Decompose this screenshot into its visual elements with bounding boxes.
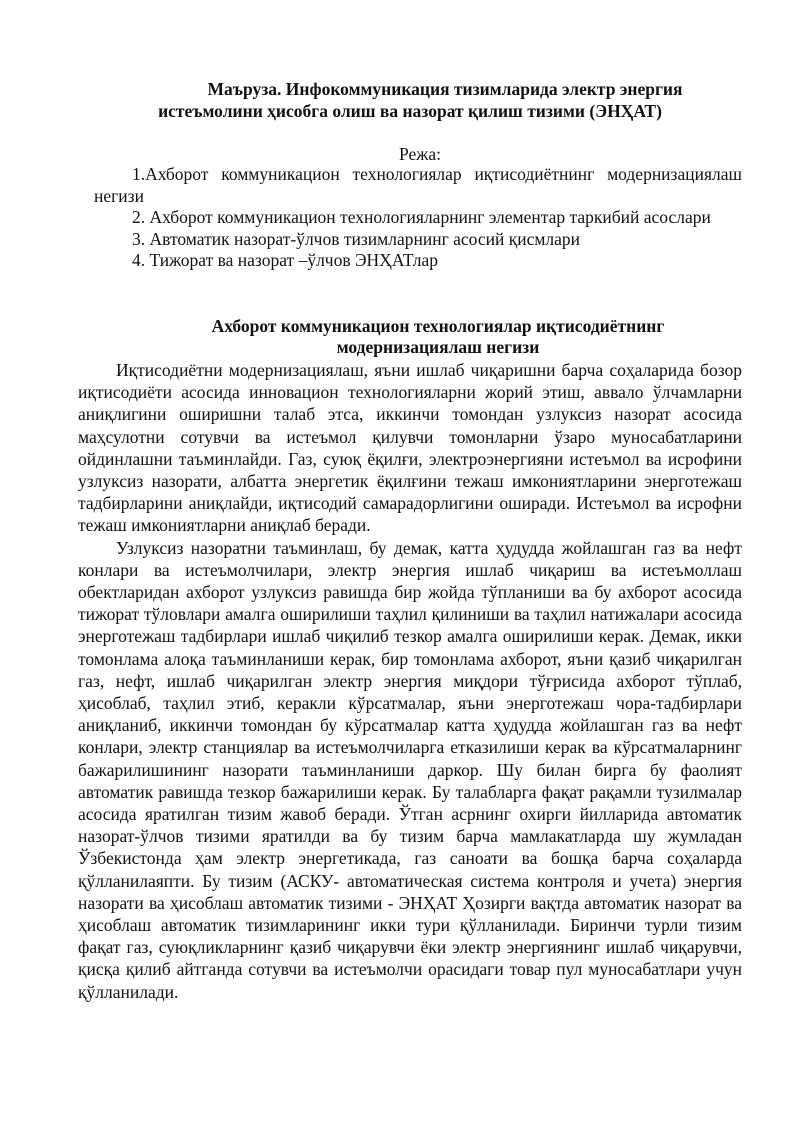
body-text — [78, 359, 742, 1003]
section-heading-line-2: модернизациялаш негизи — [336, 337, 540, 357]
section-heading — [78, 316, 798, 358]
lecture-title-line-2: истеъмолини ҳисобга олиш ва назорат қилиш тизими (ЭНҲАТ) — [158, 101, 662, 121]
plan-item-1: 1.Ахборот коммуникацион технологиялар иқтисодиётнинг модернизациялаш негизи — [94, 164, 742, 206]
paragraph-2: Узлуксиз назоратни таъминлаш, бу демак, катта ҳудудда жойлашган газ ва нефт конлари ва истеъмолчилари, электр энергия ишлаб чиқариш ва истеъмоллаш обектларидан ахборот узлуксиз равишда бир жойда тўпланиши ва бу ахборот асосида тижорат тўловлари амалга оширилиши таҳлил қилиниши ва таҳлил натижалари асосида энерготежаш тадбирлари ишлаб чиқилиб тезкор амалга оширилиши керак. Демак, икки томонлама алоқа таъминланиши керак, бир томонлама ахборот, яъни қазиб чиқарилган газ, нефт, ишлаб чиқарилган электр энергия миқдори тўғрисида ахборот тўплаб, ҳисоблаб, таҳлил этиб, керакли кўрсатмалар, яъни энерготежаш чора-тадбирлари аниқланиб, иккинчи томондан бу кўрсатмалар катта ҳудудда жойлашган газ ва нефт конлари, электр станциялар ва истеъмолчиларга етказилиши керак ва кўрсатмаларнинг бажарилишининг назорати таъминланиши даркор. Шу билан бирга бу фаолият автоматик равишда тезкор бажарилиши керак. Бу талабларга фақат рақамли тузилмалар асосида яратилган тизим жавоб беради. Ўтган асрнинг охирги йилларида автоматик назорат-ўлчов тизими яратилди ва бу тизим барча мамлакатларда шу жумладан Ўзбекистонда ҳам электр энергетикада, газ саноати ва бошқа барча соҳаларда қўлланилаяпти. Бу тизим (АСКУ- автоматическая система контроля и учета) энергия назорати ва ҳисоблаш автоматик тизими - ЭНҲАТ Ҳозирги вақтда автоматик назорат ва ҳисоблаш автоматик тизимларининг икки тури қўлланилади. Биринчи турли тизим фақат газ, суюқликларнинг қазиб чиқарувчи ёки электр энергиянинг ишлаб чиқарувчи, қисқа қилиб айтганда сотувчи ва истеъмолчи орасидаги товар пул муносабатлари учун қўлланилади. — [78, 537, 742, 1002]
paragraph-1: Иқтисодиётни модернизациялаш, яъни ишлаб чиқаришни барча соҳаларида бозор иқтисодиёти асосида инновацион технологияларни жорий этиш, аввало ўлчамларни аниқлигини оширишни талаб этса, иккинчи томондан узлуксиз назорат асосида маҳсулотни сотувчи ва истеъмол қилувчи томонларни ўзаро муносабатларини ойдинлашни таъминлайди. Газ, суюқ ёқилғи, электроэнергияни истеъмол ва исрофини узлуксиз назорати, албатта энергетик ёқилғини тежаш имкониятларини энерготежаш тадбирларини аниқлайди, иқтисодий самарадорлигини оширади. Истеъмол ва исрофни тежаш имкониятларни аниқлаб беради. — [78, 360, 742, 536]
plan-list — [94, 164, 742, 272]
plan-item-4: 4. Тижорат ва назорат –ўлчов ЭНҲАТлар — [132, 250, 438, 270]
lecture-title — [78, 78, 742, 122]
plan-heading: Режа: — [399, 144, 441, 164]
section-heading-line-1: Ахборот коммуникацион технологиялар иқтисодиётнинг — [211, 316, 665, 336]
plan-item-2: 2. Ахборот коммуникацион технологияларнинг элементар таркибий асослари — [132, 207, 711, 227]
plan-item-3: 3. Автоматик назорат-ўлчов тизимларнинг асосий қисмлари — [132, 228, 581, 249]
lecture-title-line-1: Маъруза. Инфокоммуникация тизимларида электр энергия — [207, 79, 683, 99]
